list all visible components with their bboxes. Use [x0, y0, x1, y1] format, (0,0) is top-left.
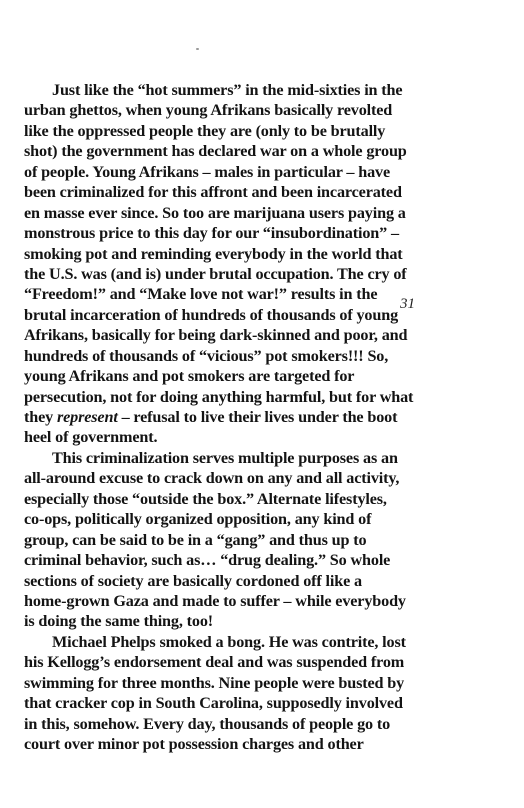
margin-annotation: 31	[400, 296, 415, 312]
text-line: home-grown Gaza and made to suffer – while everybody	[24, 591, 406, 610]
text-line: monstrous price to this day for our “insubordination” –	[24, 224, 399, 243]
text-line: persecution, not for doing anything harmful, but for what	[24, 387, 414, 406]
text-line: been criminalized for this affront and been incarcerated	[24, 183, 402, 202]
text-line: that cracker cop in South Carolina, supposedly involved	[24, 694, 403, 713]
text-line: “Freedom!” and “Make love not war!” results in the	[24, 285, 378, 304]
text-line: brutal incarceration of hundreds of thousands of young	[24, 305, 399, 324]
text-line: young Afrikans and pot smokers are targeted for	[24, 367, 355, 386]
text-line: smoking pot and reminding everybody in the world that	[24, 244, 403, 263]
text-line: Michael Phelps smoked a bong. He was contrite, lost	[52, 632, 406, 651]
text-line: en masse ever since. So too are marijuana users paying a	[24, 203, 406, 222]
body-text	[24, 80, 456, 754]
text-line: group, can be said to be in a “gang” and thus up to	[24, 530, 367, 549]
emphasized-word: represent	[56, 408, 118, 426]
text-line: court over minor pot possession charges and other	[24, 735, 364, 753]
text-line-mixed	[24, 407, 456, 427]
text-line: co-ops, politically organized opposition, any kind of	[24, 510, 372, 529]
scan-speck	[196, 48, 199, 50]
text-line: criminal behavior, such as… “drug dealing.” So whole	[24, 551, 391, 570]
text-line: sections of society are basically cordoned off like a	[24, 571, 362, 590]
text-line: shot) the government has declared war on a whole group	[24, 142, 407, 161]
text-line: like the oppressed people they are (only to be brutally	[24, 121, 386, 140]
text-segment: – refusal to live their lives under the boot	[117, 408, 398, 426]
text-line: Just like the “hot summers” in the mid-sixties in the	[52, 81, 403, 99]
text-line: swimming for three months. Nine people were busted by	[24, 673, 405, 692]
text-line: of people. Young Afrikans – males in particular – have	[24, 162, 391, 181]
text-line: especially those “outside the box.” Alternate lifestyles,	[24, 489, 387, 508]
text-line: his Kellogg’s endorsement deal and was suspended from	[24, 653, 405, 672]
text-segment: they	[24, 408, 57, 426]
text-line: hundreds of thousands of “vicious” pot smokers!!! So,	[24, 346, 389, 365]
text-line: is doing the same thing, too!	[24, 612, 214, 631]
text-line: Afrikans, basically for being dark-skinned and poor, and	[24, 326, 408, 345]
text-line: all-around excuse to crack down on any and all activity,	[24, 469, 400, 488]
text-line: the U.S. was (and is) under brutal occupation. The cry of	[24, 264, 407, 283]
text-line: urban ghettos, when young Afrikans basically revolted	[24, 101, 393, 120]
text-line: heel of government.	[24, 428, 158, 447]
text-line: This criminalization serves multiple purposes as an	[52, 448, 398, 467]
text-line: in this, somehow. Every day, thousands of people go to	[24, 714, 391, 733]
